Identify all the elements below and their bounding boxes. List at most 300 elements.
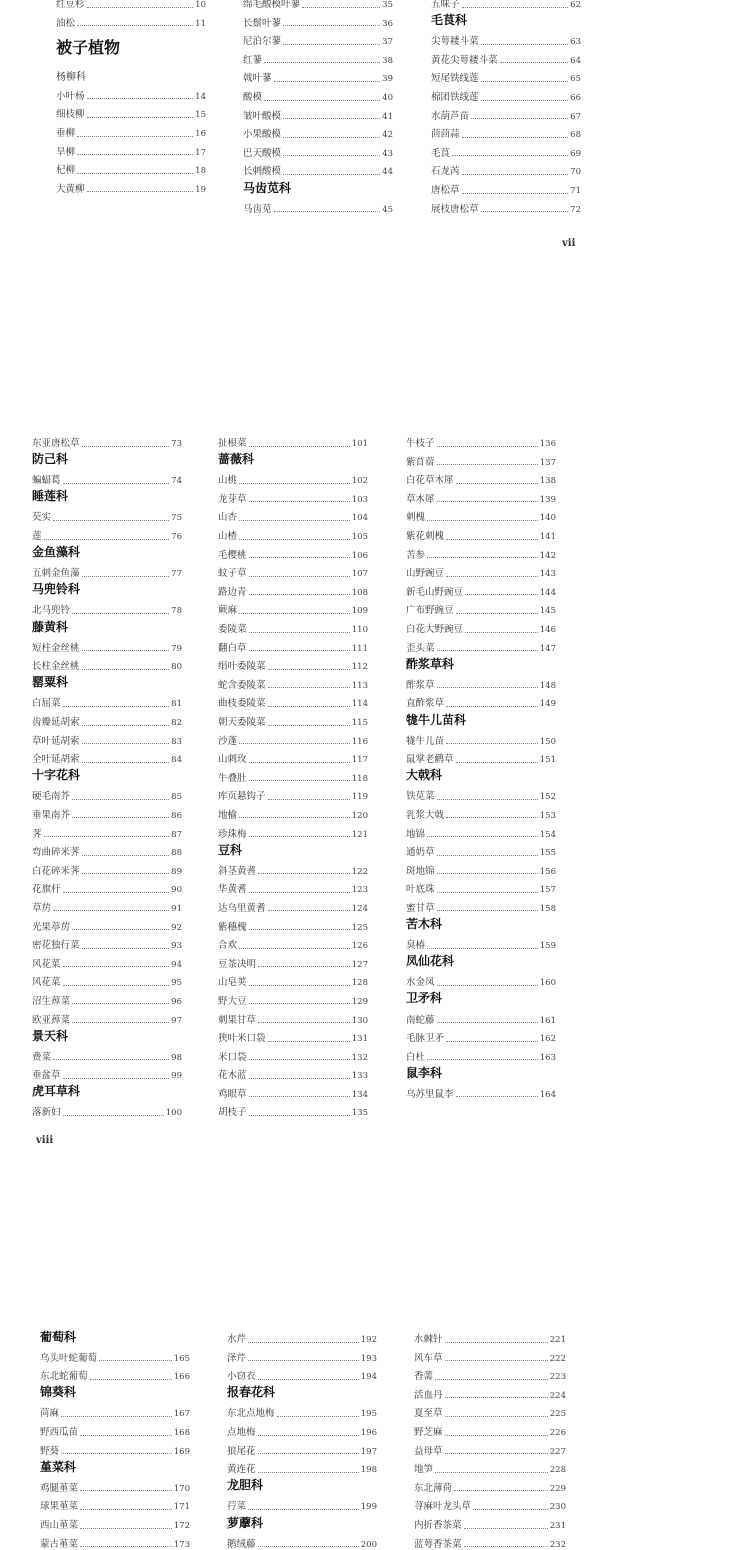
page-ref: 83 xyxy=(171,736,182,747)
dot-leader xyxy=(437,649,538,651)
dot-leader xyxy=(258,1434,359,1436)
page-ref: 168 xyxy=(173,1428,190,1439)
family-heading: 牻牛儿苗科 xyxy=(406,712,467,727)
dot-leader xyxy=(82,947,170,949)
toc-entry xyxy=(406,932,556,951)
toc-entry xyxy=(218,430,368,449)
dot-leader xyxy=(249,928,350,930)
page-ref: 138 xyxy=(539,476,556,487)
toc-entry xyxy=(32,858,182,877)
species-name: 刺果甘草 xyxy=(218,1014,257,1026)
page-ref: 150 xyxy=(539,736,556,747)
dot-leader xyxy=(72,816,169,818)
toc-entry xyxy=(406,1006,556,1025)
dot-leader xyxy=(427,556,538,558)
page-ref: 141 xyxy=(539,532,556,543)
page-ref: 224 xyxy=(549,1390,566,1401)
family-heading: 卫矛科 xyxy=(406,991,443,1006)
dot-leader xyxy=(53,519,169,521)
toc-entry xyxy=(218,876,368,895)
species-name: 地榆 xyxy=(218,809,238,821)
page-ref: 158 xyxy=(539,903,556,914)
toc-entry xyxy=(218,504,368,523)
family-heading: 马兜铃科 xyxy=(32,582,81,597)
toc-entry xyxy=(406,430,556,449)
species-name: 达乌里黄耆 xyxy=(218,902,266,914)
dot-leader xyxy=(80,1545,172,1547)
dot-leader xyxy=(456,1095,538,1097)
page-ref: 160 xyxy=(539,978,556,989)
species-name: 沙蓬 xyxy=(218,735,238,747)
toc-entry xyxy=(227,1456,377,1475)
toc-entry xyxy=(32,1044,182,1063)
species-name: 展枝唐松草 xyxy=(431,203,479,215)
species-name: 地笋 xyxy=(414,1464,434,1476)
species-name: 旱柳 xyxy=(56,146,76,158)
dot-leader xyxy=(258,1452,359,1454)
dot-leader xyxy=(435,1471,548,1473)
dot-leader xyxy=(283,173,380,175)
page-ref: 195 xyxy=(360,1409,377,1420)
toc-entry xyxy=(218,858,368,877)
dot-leader xyxy=(264,61,380,63)
toc-entry xyxy=(243,103,393,122)
dot-leader xyxy=(72,1002,169,1004)
species-name: 小叶杨 xyxy=(56,90,85,102)
toc-entry xyxy=(32,951,182,970)
toc-entry xyxy=(32,523,182,542)
species-name: 毛茛 xyxy=(431,147,451,159)
toc-entry xyxy=(406,597,556,616)
page-number: vii xyxy=(562,238,576,249)
page-ref: 14 xyxy=(195,91,206,102)
dot-leader xyxy=(481,80,569,82)
dot-leader xyxy=(53,909,169,911)
toc-entry xyxy=(32,597,182,616)
page-ref: 232 xyxy=(549,1539,566,1550)
species-name: 沼生蔊菜 xyxy=(32,995,71,1007)
species-name: 皱叶酸模 xyxy=(243,110,282,122)
family-heading: 景天科 xyxy=(32,1028,69,1043)
dot-leader xyxy=(437,909,538,911)
page-ref: 125 xyxy=(351,922,368,933)
species-name: 紫花刺槐 xyxy=(406,531,445,543)
species-name: 香薷 xyxy=(414,1371,434,1383)
page-ref: 166 xyxy=(173,1372,190,1383)
dot-leader xyxy=(80,1527,172,1529)
toc-entry xyxy=(414,1326,566,1345)
species-name: 刺槐 xyxy=(406,512,426,524)
toc-entry xyxy=(406,486,556,505)
dot-leader xyxy=(437,686,538,688)
species-name: 苘麻 xyxy=(40,1408,60,1420)
page-ref: 105 xyxy=(351,532,368,543)
toc-entry xyxy=(243,28,393,47)
dot-leader xyxy=(446,1040,538,1042)
toc-entry xyxy=(218,765,368,784)
dot-leader xyxy=(80,1508,172,1510)
toc-entry xyxy=(32,820,182,839)
species-name: 风花菜 xyxy=(32,958,61,970)
toc-entry xyxy=(406,449,556,468)
toc-entry xyxy=(406,504,556,523)
species-name: 光果葶苈 xyxy=(32,921,71,933)
species-name: 短柱金丝桃 xyxy=(32,642,80,654)
page-ref: 120 xyxy=(351,810,368,821)
toc-entry xyxy=(243,158,393,177)
page-ref: 227 xyxy=(549,1446,566,1457)
species-name: 风车草 xyxy=(414,1352,443,1364)
toc-entry xyxy=(406,728,556,747)
family-heading: 虎耳草科 xyxy=(32,1084,81,1099)
species-name: 北马兜铃 xyxy=(32,605,71,617)
dot-leader xyxy=(87,97,194,99)
dot-leader xyxy=(258,1545,359,1547)
dot-leader xyxy=(462,136,569,138)
toc-entry xyxy=(406,969,556,988)
dot-leader xyxy=(283,24,380,26)
page-ref: 155 xyxy=(539,848,556,859)
page-ref: 200 xyxy=(360,1539,377,1550)
dot-leader xyxy=(446,705,538,707)
page-ref: 72 xyxy=(570,204,581,215)
toc-entry xyxy=(56,120,206,139)
dot-leader xyxy=(77,135,193,137)
dot-leader xyxy=(249,1002,350,1004)
species-name: 五味子 xyxy=(431,0,460,11)
toc-entry xyxy=(40,1363,190,1382)
species-name: 野大豆 xyxy=(218,995,247,1007)
toc-entry xyxy=(32,913,182,932)
page-ref: 65 xyxy=(570,74,581,85)
page-ref: 156 xyxy=(539,866,556,877)
species-name: 苦参 xyxy=(406,549,426,561)
species-name: 牛枝子 xyxy=(406,438,435,450)
dot-leader xyxy=(437,500,538,502)
toc-column xyxy=(56,0,206,194)
page-ref: 132 xyxy=(351,1052,368,1063)
toc-entry xyxy=(414,1475,566,1494)
toc-entry xyxy=(406,672,556,691)
page-ref: 103 xyxy=(351,494,368,505)
dot-leader xyxy=(462,173,569,175)
dot-leader xyxy=(283,154,380,156)
toc-entry xyxy=(414,1438,566,1457)
species-name: 翻白草 xyxy=(218,642,247,654)
toc-entry xyxy=(414,1512,566,1531)
species-name: 山刺玫 xyxy=(218,754,247,766)
toc-entry xyxy=(227,1363,377,1382)
page-ref: 119 xyxy=(351,792,368,803)
species-name: 华黄耆 xyxy=(218,884,247,896)
species-name: 红豆杉 xyxy=(56,0,85,11)
species-name: 广布野豌豆 xyxy=(406,605,454,617)
dot-leader xyxy=(258,1471,359,1473)
toc-entry xyxy=(218,672,368,691)
species-name: 草木犀 xyxy=(406,493,435,505)
page-ref: 130 xyxy=(351,1015,368,1026)
toc-entry xyxy=(218,895,368,914)
page-ref: 115 xyxy=(351,718,368,728)
dot-leader xyxy=(77,153,193,155)
species-name: 巴天酸模 xyxy=(243,147,282,159)
dot-leader xyxy=(239,612,350,614)
toc-entry xyxy=(243,65,393,84)
dot-leader xyxy=(437,798,538,800)
page-ref: 134 xyxy=(351,1089,368,1100)
species-name: 东北薄荷 xyxy=(414,1482,453,1494)
species-name: 齿瓣延胡索 xyxy=(32,717,80,728)
toc-entry xyxy=(406,635,556,654)
dot-leader xyxy=(445,1396,548,1398)
family-heading: 龙胆科 xyxy=(227,1478,264,1493)
page-ref: 38 xyxy=(382,55,393,66)
toc-entry xyxy=(218,783,368,802)
species-name: 紫穗槐 xyxy=(218,921,247,933)
page-ref: 117 xyxy=(351,755,368,766)
toc-entry xyxy=(414,1382,566,1401)
page-ref: 112 xyxy=(351,662,368,673)
page-ref: 137 xyxy=(539,457,556,468)
page-ref: 75 xyxy=(171,513,182,524)
dot-leader xyxy=(249,835,350,837)
toc-entry xyxy=(414,1419,566,1438)
page-ref: 198 xyxy=(360,1465,377,1476)
dot-leader xyxy=(249,500,350,502)
dot-leader xyxy=(63,984,170,986)
species-name: 小窃衣 xyxy=(227,1371,256,1383)
toc-entry xyxy=(243,140,393,159)
dot-leader xyxy=(283,117,380,119)
species-name: 芡实 xyxy=(32,512,52,524)
species-name: 全叶延胡索 xyxy=(32,754,80,766)
dot-leader xyxy=(249,1095,350,1097)
species-name: 草苈 xyxy=(32,902,52,914)
species-name: 狭叶米口袋 xyxy=(218,1033,266,1045)
dot-leader xyxy=(82,724,170,726)
family-heading: 堇菜科 xyxy=(40,1459,77,1474)
page-ref: 99 xyxy=(171,1071,182,1082)
species-name: 长刺酸模 xyxy=(243,166,282,178)
species-name: 地锦 xyxy=(406,828,426,840)
page-ref: 167 xyxy=(173,1409,190,1420)
page-ref: 157 xyxy=(539,885,556,896)
dot-leader xyxy=(82,575,170,577)
dot-leader xyxy=(87,116,194,118)
toc-entry xyxy=(218,1062,368,1081)
species-name: 油松 xyxy=(56,17,76,29)
page-ref: 144 xyxy=(539,587,556,598)
page-ref: 44 xyxy=(382,167,393,178)
toc-entry xyxy=(431,28,581,47)
dot-leader xyxy=(456,612,538,614)
dot-leader xyxy=(72,1021,169,1023)
species-name: 珍珠梅 xyxy=(218,828,247,840)
toc-column xyxy=(414,1326,566,1549)
page-ref: 114 xyxy=(351,699,368,710)
species-name: 水葫芦苗 xyxy=(431,110,470,122)
page-ref: 165 xyxy=(173,1353,190,1364)
toc-entry xyxy=(227,1419,377,1438)
page-ref: 123 xyxy=(351,885,368,896)
page-ref: 109 xyxy=(351,606,368,617)
page-ref: 148 xyxy=(539,680,556,691)
species-name: 黄连花 xyxy=(227,1464,256,1476)
species-name: 合欢 xyxy=(218,940,238,952)
species-name: 库页悬钩子 xyxy=(218,791,266,803)
toc-entry xyxy=(431,140,581,159)
toc-entry xyxy=(227,1531,377,1550)
dot-leader xyxy=(72,928,169,930)
species-name: 山皂荚 xyxy=(218,977,247,989)
species-name: 黄花尖萼耧斗菜 xyxy=(431,54,498,66)
page-ref: 129 xyxy=(351,996,368,1007)
dot-leader xyxy=(464,1527,548,1529)
page-ref: 104 xyxy=(351,513,368,524)
page-ref: 124 xyxy=(351,903,368,914)
subgroup-heading: 杨柳科 xyxy=(56,71,86,83)
species-name: 点地梅 xyxy=(227,1427,256,1439)
page-ref: 88 xyxy=(171,848,182,859)
dot-leader xyxy=(302,6,380,8)
toc-entry xyxy=(406,783,556,802)
dot-leader xyxy=(61,1415,172,1417)
page-ref: 128 xyxy=(351,978,368,989)
species-name: 石龙芮 xyxy=(431,166,460,178)
page-ref: 122 xyxy=(351,866,368,877)
page-ref: 197 xyxy=(360,1446,377,1457)
page-ref: 143 xyxy=(539,569,556,580)
toc-entry xyxy=(56,83,206,102)
dot-leader xyxy=(239,947,350,949)
page-ref: 154 xyxy=(539,829,556,840)
toc-entry xyxy=(406,542,556,561)
dot-leader xyxy=(63,965,170,967)
toc-entry xyxy=(56,157,206,176)
page-ref: 118 xyxy=(351,773,368,784)
species-name: 蝙蝠葛 xyxy=(32,475,61,487)
dot-leader xyxy=(268,724,350,726)
toc-entry xyxy=(218,653,368,672)
toc-entry xyxy=(40,1345,190,1364)
page-ref: 149 xyxy=(539,699,556,710)
species-name: 蓝萼香茶菜 xyxy=(414,1538,462,1550)
toc-entry xyxy=(56,101,206,120)
species-name: 新毛山野豌豆 xyxy=(406,586,464,598)
toc-entry xyxy=(218,560,368,579)
species-name: 毛樱桃 xyxy=(218,549,247,561)
dot-leader xyxy=(473,1508,548,1510)
toc-entry xyxy=(218,988,368,1007)
toc-entry xyxy=(32,560,182,579)
species-name: 蜜甘草 xyxy=(406,902,435,914)
dot-leader xyxy=(90,1378,172,1380)
toc-entry xyxy=(406,839,556,858)
page-ref: 151 xyxy=(539,755,556,766)
page-ref: 135 xyxy=(351,1108,368,1119)
dot-leader xyxy=(248,1508,359,1510)
toc-entry xyxy=(414,1531,566,1550)
dot-leader xyxy=(456,761,538,763)
toc-entry xyxy=(32,895,182,914)
page-ref: 228 xyxy=(549,1465,566,1476)
family-heading: 报春花科 xyxy=(227,1385,276,1400)
dot-leader xyxy=(80,1434,172,1436)
toc-entry xyxy=(32,690,182,709)
page-ref: 226 xyxy=(549,1428,566,1439)
species-name: 五刺金鱼藻 xyxy=(32,568,80,580)
toc-entry xyxy=(406,579,556,598)
dot-leader xyxy=(268,686,350,688)
toc-entry xyxy=(243,84,393,103)
species-name: 花木蓝 xyxy=(218,1070,247,1082)
toc-entry xyxy=(406,1025,556,1044)
toc-entry xyxy=(218,969,368,988)
toc-entry xyxy=(218,616,368,635)
toc-entry xyxy=(431,103,581,122)
page-ref: 159 xyxy=(539,941,556,952)
page-ref: 11 xyxy=(195,18,206,29)
species-name: 酢浆草 xyxy=(406,679,435,691)
dot-leader xyxy=(63,482,170,484)
species-name: 曲枝委陵菜 xyxy=(218,698,266,710)
page-ref: 146 xyxy=(539,625,556,636)
species-name: 白花草木犀 xyxy=(406,475,454,487)
toc-entry xyxy=(32,876,182,895)
species-name: 蚊子草 xyxy=(218,568,247,580)
dot-leader xyxy=(446,816,538,818)
species-name: 荨麻叶龙头草 xyxy=(414,1501,472,1513)
page-ref: 19 xyxy=(195,184,206,195)
toc-entry xyxy=(218,1006,368,1025)
toc-entry xyxy=(32,988,182,1007)
species-name: 山桃 xyxy=(218,475,238,487)
toc-column xyxy=(218,430,368,1118)
page-ref: 196 xyxy=(360,1428,377,1439)
toc-entry xyxy=(218,1099,368,1118)
page-ref: 126 xyxy=(351,941,368,952)
page-ref: 95 xyxy=(171,978,182,989)
page-ref: 140 xyxy=(539,513,556,524)
toc-entry xyxy=(218,746,368,765)
dot-leader xyxy=(277,1415,359,1417)
dot-leader xyxy=(72,612,169,614)
species-name: 莲 xyxy=(32,531,42,543)
toc-entry xyxy=(414,1363,566,1382)
family-heading: 毛茛科 xyxy=(431,13,468,28)
species-name: 尼泊尔蓼 xyxy=(243,36,282,48)
page-ref: 193 xyxy=(360,1353,377,1364)
toc-entry xyxy=(431,158,581,177)
toc-entry xyxy=(32,635,182,654)
dot-leader xyxy=(248,1359,359,1361)
species-name: 棉团铁线莲 xyxy=(431,92,479,104)
dot-leader xyxy=(437,445,538,447)
page-ref: 164 xyxy=(539,1089,556,1100)
species-name: 细枝柳 xyxy=(56,109,85,121)
toc-entry xyxy=(227,1400,377,1419)
species-name: 欧亚蔊菜 xyxy=(32,1014,71,1026)
page-ref: 64 xyxy=(570,55,581,66)
species-name: 山野豌豆 xyxy=(406,568,445,580)
dot-leader xyxy=(446,538,538,540)
dot-leader xyxy=(72,798,169,800)
species-name: 水金凤 xyxy=(406,977,435,989)
page-ref: 142 xyxy=(539,550,556,561)
species-name: 龙芽草 xyxy=(218,493,247,505)
toc-entry xyxy=(40,1493,190,1512)
toc-entry xyxy=(32,467,182,486)
